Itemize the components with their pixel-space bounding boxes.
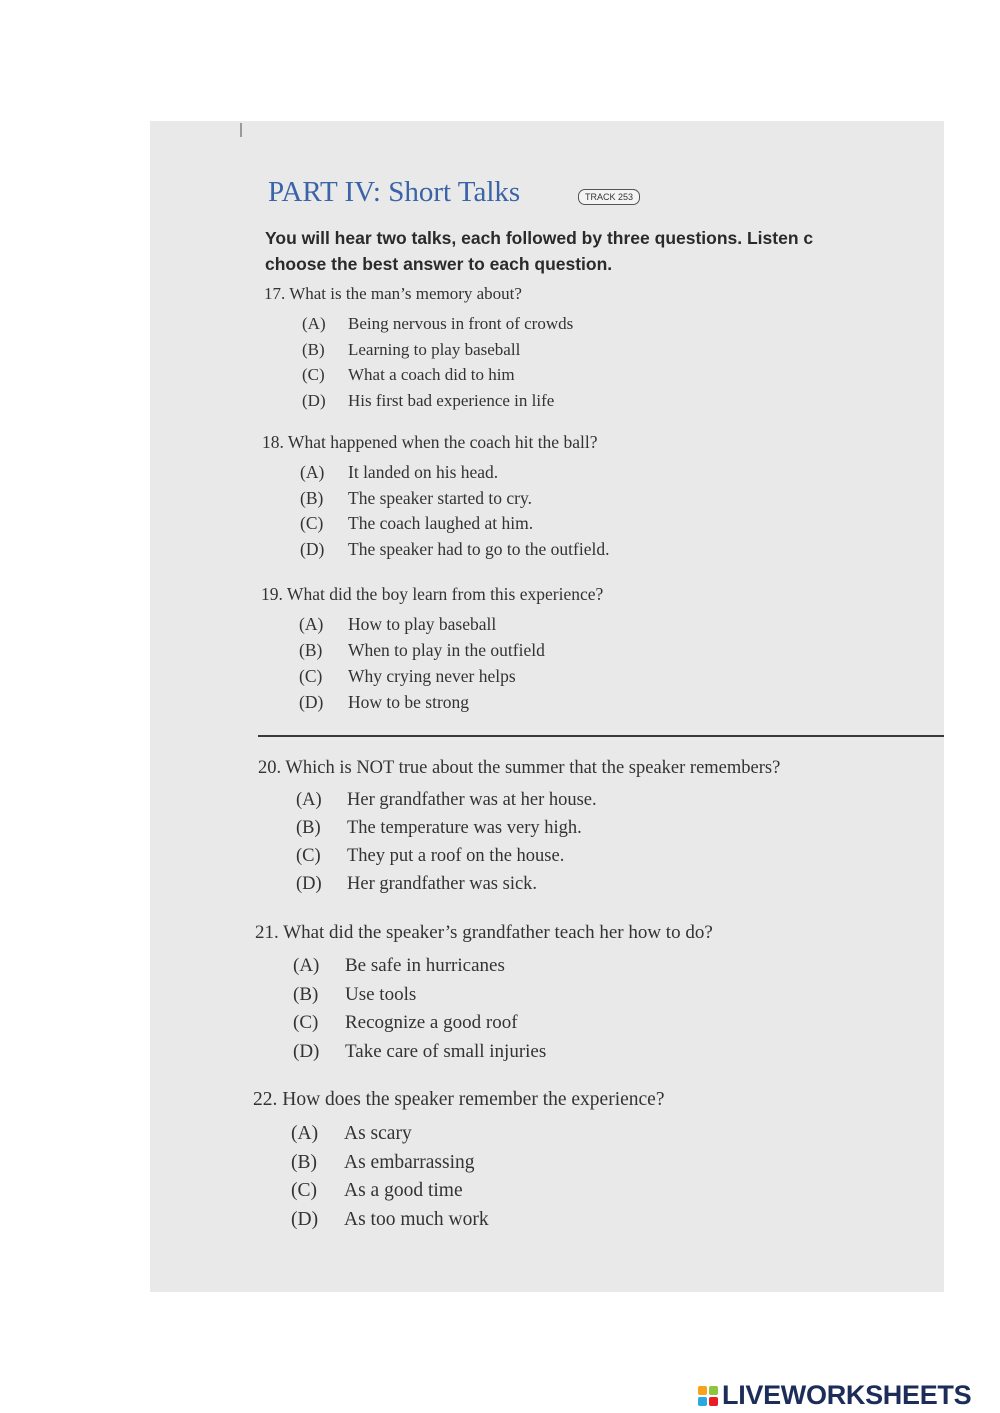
option-d[interactable]: (D) How to be strong (299, 692, 470, 712)
option-b[interactable]: (B) Learning to play baseball (302, 339, 521, 359)
option-b[interactable]: (B) When to play in the outfield (299, 640, 545, 660)
option-a[interactable]: (A) It landed on his head. (300, 462, 499, 482)
option-c[interactable]: (C) Why crying never helps (299, 666, 516, 686)
question-17 (264, 284, 573, 416)
option-d[interactable]: (D) His first bad experience in life (302, 390, 555, 410)
question-18 (262, 432, 609, 564)
option-d[interactable]: (D) As too much work (291, 1208, 489, 1230)
option-d[interactable]: (D) The speaker had to go to the outfield. (300, 538, 610, 559)
option-a[interactable]: (A) Her grandfather was at her house. (296, 790, 597, 810)
question-stem: 21. What did the speaker’s grandfather teach her how to do? (255, 922, 713, 943)
question-stem: 17. What is the man’s memory about? (264, 284, 522, 303)
track-badge: TRACK 253 (578, 189, 640, 205)
option-c[interactable]: (C) The coach laughed at him. (300, 513, 534, 533)
option-c[interactable]: (C) As a good time (291, 1180, 463, 1201)
option-b[interactable]: (B) Use tools (293, 983, 417, 1005)
option-c[interactable]: (C) Recognize a good roof (293, 1012, 518, 1033)
option-b[interactable]: (B) The temperature was very high. (296, 818, 582, 838)
option-d[interactable]: (D) Take care of small injuries (293, 1040, 547, 1062)
section-divider (258, 735, 944, 737)
scan-mark (240, 123, 242, 137)
logo-square (698, 1386, 707, 1395)
option-c[interactable]: (C) What a coach did to him (302, 365, 515, 384)
option-a[interactable]: (A) Being nervous in front of crowds (302, 314, 574, 333)
question-stem: 18. What happened when the coach hit the ball? (262, 432, 598, 452)
option-a[interactable]: (A) As scary (291, 1123, 412, 1144)
option-c[interactable]: (C) They put a roof on the house. (296, 846, 565, 866)
logo-square (709, 1397, 718, 1406)
question-20 (258, 758, 780, 902)
question-stem: 22. How does the speaker remember the experience? (253, 1089, 665, 1110)
instructions-line-1: You will hear two talks, each followed by three questions. Listen c (265, 228, 814, 248)
instructions-line-2: choose the best answer to each question. (265, 254, 613, 274)
option-d[interactable]: (D) Her grandfather was sick. (296, 874, 538, 894)
logo-square (698, 1397, 707, 1406)
scanned-page (150, 121, 944, 1292)
logo-square (709, 1386, 718, 1395)
brand-name: LIVEWORKSHEETS (722, 1380, 972, 1410)
question-19 (261, 584, 603, 718)
option-a[interactable]: (A) Be safe in hurricanes (293, 955, 505, 976)
question-21 (255, 922, 713, 1069)
question-stem: 20. Which is NOT true about the summer that the speaker remembers? (258, 758, 781, 778)
page-title: PART IV: Short Talks (268, 176, 521, 208)
instructions (265, 225, 944, 277)
question-22 (253, 1089, 664, 1237)
option-b[interactable]: (B) The speaker started to cry. (300, 487, 532, 508)
option-b[interactable]: (B) As embarrassing (291, 1151, 475, 1173)
liveworksheets-logo[interactable] (698, 1380, 971, 1411)
liveworksheets-icon (698, 1386, 718, 1406)
question-stem: 19. What did the boy learn from this experience? (261, 584, 604, 604)
option-a[interactable]: (A) How to play baseball (299, 614, 497, 634)
